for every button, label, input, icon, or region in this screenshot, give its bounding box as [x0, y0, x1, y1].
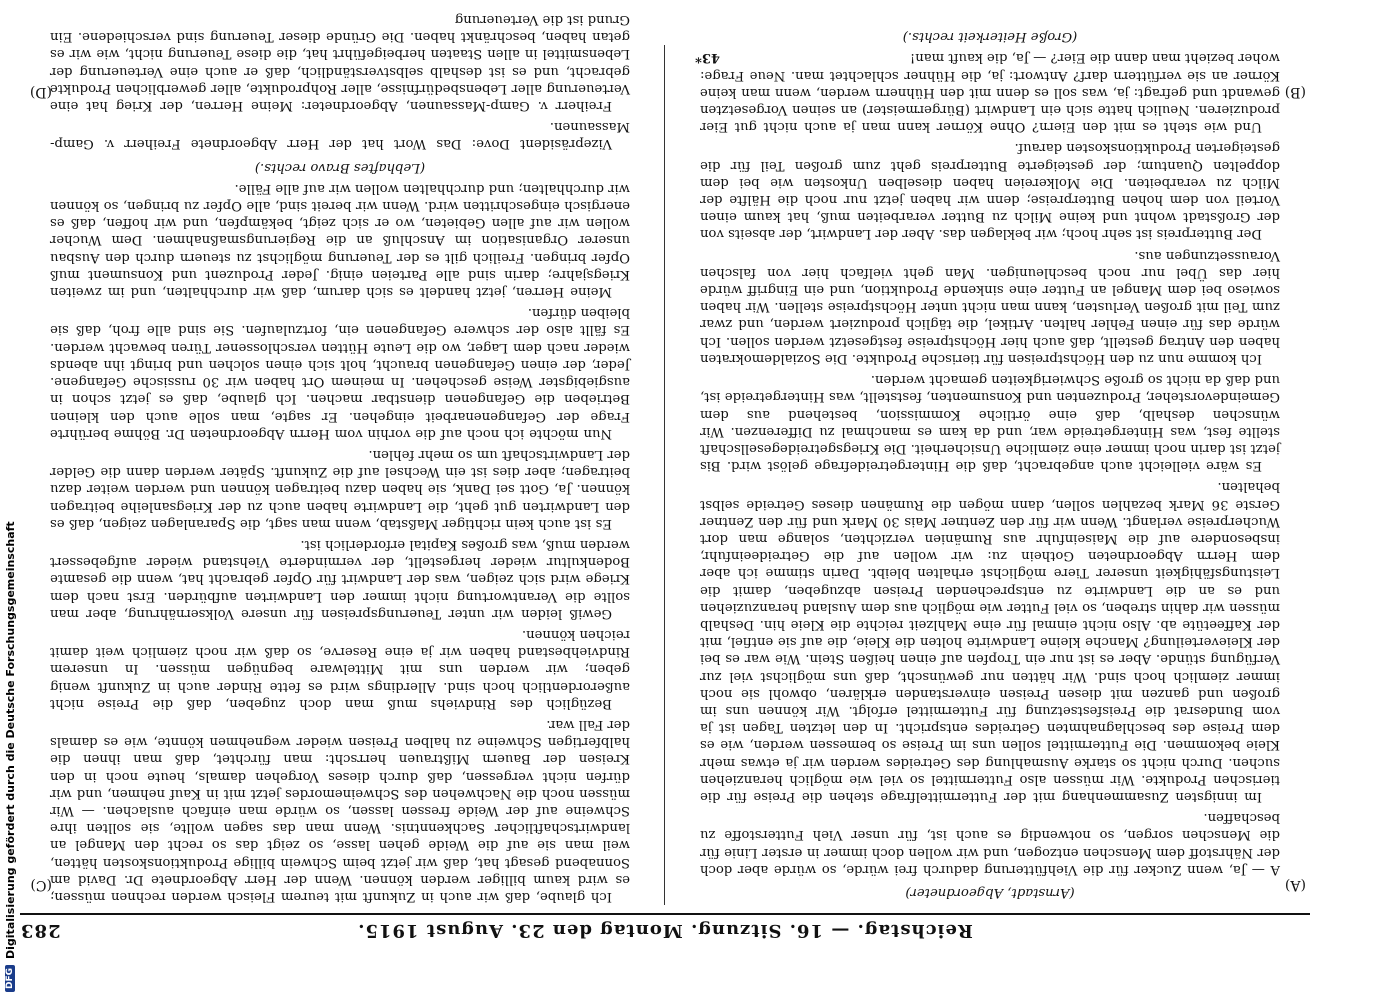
margin-letter-d: (D) — [29, 84, 52, 100]
paragraph: Meine Herren, jetzt handelt es sich darum, daß wir durchhalten, und im zweiten Kriegsjahre; darin sind alle Parteien einig. Jeder Produzent und Konsument muß Opfer bringen. Freilich gilt es der Teuerung möglichst zu steuern durch den Ausbau unserer Organisation im Anschluß an die Regierungsmaßnahmen. Dem Wucher wollen wir auf allen Gebieten, wo er sich zeigt, bekämpfen, und wir hoffen, daß es energisch eingeschritten wird. Wenn wir bereit sind, alle Opfer zu bringen, so können wir durchhalten; und durchhalten wollen wir auf alle Fälle. — [50, 180, 630, 300]
rotated-page — [20, 12, 1310, 945]
column-divider — [664, 45, 665, 905]
paragraph: Der Butterpreis ist sehr hoch; wir beklagen das. Aber der Landwirt, der abseits von der Großstadt wohnt und keine Milch zu Butter verarbeiten muß, hat kaum einen Vorteil von dem hohen Butterpreise; denn wir haben jetzt nur noch die Hälfte der Milch zu verarbeiten. Die Molkereien haben dieselben Unkosten wie bei dem doppelten Quantum; der gesteigerte Butterpreis geht zum großen Teil für die gesteigerten Produktionskosten darauf. — [700, 140, 1280, 242]
paragraph: Gewiß leiden wir unter Teuerungspreisen für unsere Volksernährung, aber man sollte die Verantwortung nicht immer den Landwirten aufbürden. Erst nach dem Kriege wird sich zeigen, was der Landwirt für Opfer gebracht hat, wenn die gesamte Bodenkultur wieder hergestellt, der verminderte Viehstand wieder aufgebessert werden muß, was großes Kapital erforderlich ist. — [50, 536, 630, 621]
page-number: 283 — [20, 920, 61, 942]
page-header — [20, 917, 1310, 945]
reaction-line: (Lebhaftes Bravo rechts.) — [254, 159, 426, 175]
reaction-line: (Große Heiterkeit rechts.) — [902, 29, 1078, 45]
president-line: Vizepräsident Dove: Das Wort hat der Herr Abgeordnete Freiherr v. Gamp-Massaunen. — [50, 119, 630, 152]
sheet-signature: 43* — [695, 50, 720, 65]
paragraph: Ich komme nun zu den Höchstpreisen für tierische Produkte. Die Sozialdemokraten haben den Antrag gestellt, daß auch hier Höchstpreise festgesetzt werden sollen. Ich würde das für einen Fehler halten. Artikel, die täglich produziert werden, und zwar zum Teil mit großen Verlusten, kann man nicht unter Höchstpreise stellen. Wir haben sowieso bei dem Mangel an Futter eine sinkende Produktion, und ein Eingriff würde hier das Übel nur noch beschleunigen. Man geht vielfach hier von falschen Voraussetzungen aus. — [700, 247, 1280, 366]
dfg-sidebar — [2, 0, 18, 1000]
paragraph: Nun möchte ich noch auf die vorhin vom Herrn Abgeordneten Dr. Böhme berührte Frage der Gefangenenarbeit eingehen. Er sagte, man solle auch den kleinen Betrieben die Gefangenen dienstbar machen. Ich glaube, daß es jetzt schon in ausgiebigster Weise geschehen. In meinem Ort haben wir 30 russische Gefangene. Jeder, der einen Gefangenen braucht, holt sich einen solchen und bringt ihn abends wieder nach dem Lager, wo die Leute Hütten verschlossener Türen bewacht werden. Es fällt also der schwere Gefangenen ein, fortzulaufen. Sie sind alle froh, daß sie bleiben dürfen. — [50, 305, 630, 441]
paragraph: Freiherr v. Gamp-Massaunen, Abgeordneter: Meine Herren, der Krieg hat eine Verteuerung aller Lebensbedürfnisse, aller Rohprodukte, aller gewerblichen Produkte gebracht, und es ist deshalb selbstverständlich, daß er auch eine Verteuerung der Lebensmittel in allen Staaten herbeigeführt hat, die diese Teuerung nicht, wie wir es getan haben, beschränkt haben. Die Gründe dieser Teuerung sind verschiedene. Ein Grund ist die Verteuerung — [50, 12, 630, 114]
paragraph: Bezüglich des Rindviehs muß man doch zugeben, daß die Preise nicht außerordentlich hoch sind. Allerdings wird es fette Rinder auch in Zukunft wenig geben; wir werden uns mit Mittelware begnügen müssen. In unserem Rindviehbestand haben wir ja eine Reserve, so daß wir noch ziemlich weit damit reichen können. — [50, 626, 630, 711]
right-column — [50, 12, 630, 905]
margin-letter-c: (C) — [30, 877, 52, 893]
header-title: Reichstag. — 16. Sitzung. Montag den 23. August 1915. — [357, 920, 973, 942]
paragraph: Es wäre vielleicht auch angebracht, daß die Hintergetreidefrage gelöst wird. Bis jetzt ist darin noch immer eine ziemliche Unsicherheit. Die Kriegsgetreidegesellschaft stellte fest, was Hintergetreide war, und da kam es manchmal zu Differenzen. Wir wünschen deshalb, daß eine örtliche Kommission, bestehend aus dem Gemeindevorsteher, Produzenten und Konsumenten, feststellt, was Hintergetreide ist, und daß da nicht so große Schwierigkeiten gemacht werden. — [700, 372, 1280, 474]
paragraph: Und wie steht es mit den Eiern? Ohne Körner kann man ja auch nicht gut Eier produzieren. Neulich hatte sich ein Landwirt (Bürgermeister) an seinen Vorgesetzten gewandt und gefragt: ja, was soll es denn mit den Hühnern werden, wenn man keine Körner an sie verfüttern darf? Antwort: ja, die Hühner schlachtet man. Neue Frage: woher bezieht man dann die Eier? — Ja, die kauft man! — [700, 50, 1280, 135]
dfg-credit-text: Digitalisierung gefördert durch die Deutsche Forschungsgemeinschaft — [3, 521, 17, 959]
header-rule — [20, 913, 1310, 915]
dfg-logo-icon: DFG — [5, 965, 15, 992]
margin-letter-b: (B) — [1284, 84, 1306, 100]
paragraph: Ich glaube, daß wir auch in Zukunft mit teurem Fleisch werden rechnen müssen; es wird kaum billiger werden können. Wenn der Herr Abgeordnete Dr. David am Sonnabend gesagt hat, daß wir jetzt beim Schwein billige Produktionskosten hätten, weil man sie auf die Weide gehen lasse, so zeigt das so recht den Mangel an landwirtschaftlicher Sachkenntnis. Wenn man das sagen wollte, sie sollten ihre Schweine auf der Weide fressen lassen, so würde man einfach auslachen. — Wir müssen noch die Nachwehen des Schweinemordes jetzt mit in Kauf nehmen, und wir dürfen nicht vergessen, daß durch dieses Vorgehen damals, heute noch in den Kreisen der Bauern Mißtrauen herrscht: man fürchtet, daß man ihnen die halbfertigen Schweine zu halben Preisen wieder wegnehmen könnte, wie es damals der Fall war. — [50, 716, 630, 904]
margin-letter-a: (A) — [1284, 877, 1306, 893]
paragraph: Es ist auch kein richtiger Maßstab, wenn man sagt, die Sparanlagen zeigen, daß es den Landwirten gut geht, die Landwirte haben auch zu der Kriegsanleihe beitragen können. Ja, Gott sei Dank, sie haben dazu beitragen können und werden weiter dazu beitragen; aber dies ist ein Wechsel auf die Zukunft. Später werden dann die Gelder der Landwirtschaft um so mehr fehlen. — [50, 446, 630, 531]
speaker-line: (Arnstadt, Abgeordneter) — [905, 885, 1075, 900]
paragraph: A — Ja, wenn Zucker für die Viehfütterung dadurch frei würde, so würde aber doch der Nährstoff dem Menschen entzogen, und wir wollen doch immer in erster Linie für die Menschen sorgen, so notwendig es auch ist, für unser Vieh Futterstoffe zu beschaffen. — [700, 810, 1280, 877]
left-column — [700, 29, 1280, 905]
paragraph: Im innigsten Zusammenhang mit der Futtermittelfrage stehen die Preise für die tierischen Produkte. Wir müssen also Futtermittel so viel wie möglich heranziehen suchen. Durch nicht so starke Ausmahlung des Getreides werden wir ja etwas mehr Kleie bekommen. Die Futtermittel sollen uns im Preise so bemessen werden, wie es dem Preise des beschlagnahmten Getreides entspricht. In den letzten Tagen ist ja vom Bundesrat die Preisfestsetzung für Futtermittel erfolgt. Wir können uns im großen und ganzen mit diesen Preisen einverstanden erklären, obwohl sie noch immer ziemlich hoch sind. Wir hätten nur gewünscht, daß uns möglichst viel zur Verfügung stünde. Aber es ist nur ein Tropfen auf einen heißen Stein. Wie war es bei der Kleieverteilung? Manche kleine Landwirte holten die Kleie, die auf sie entfiel, mit der Kaffeetüte ab. Also nicht einmal für eine Mahlzeit reichte die Kleie hin. Deshalb müssen wir dahin streben, so viel Futter wie möglich aus dem Ausland heranzuziehen und es an die Landwirte zu entsprechenden Preisen abzugeben, damit die Leistungsfähigkeit unserer Tiere möglichst erhalten bleibt. Darin stimme ich aber dem Herrn Abgeordneten Gothein zu: wir wollen auf die Getreideeinfuhr, insbesondere auf die Maiseinfuhr aus Rumänien verzichten, solange man dort Wucherpreise verlangt. Wenn wir für den Zentner Mais 30 Mark und für den Zentner Gerste 36 Mark bezahlen sollen, dann mögen die Rumänen dieses Getreide selbst behalten. — [700, 479, 1280, 804]
